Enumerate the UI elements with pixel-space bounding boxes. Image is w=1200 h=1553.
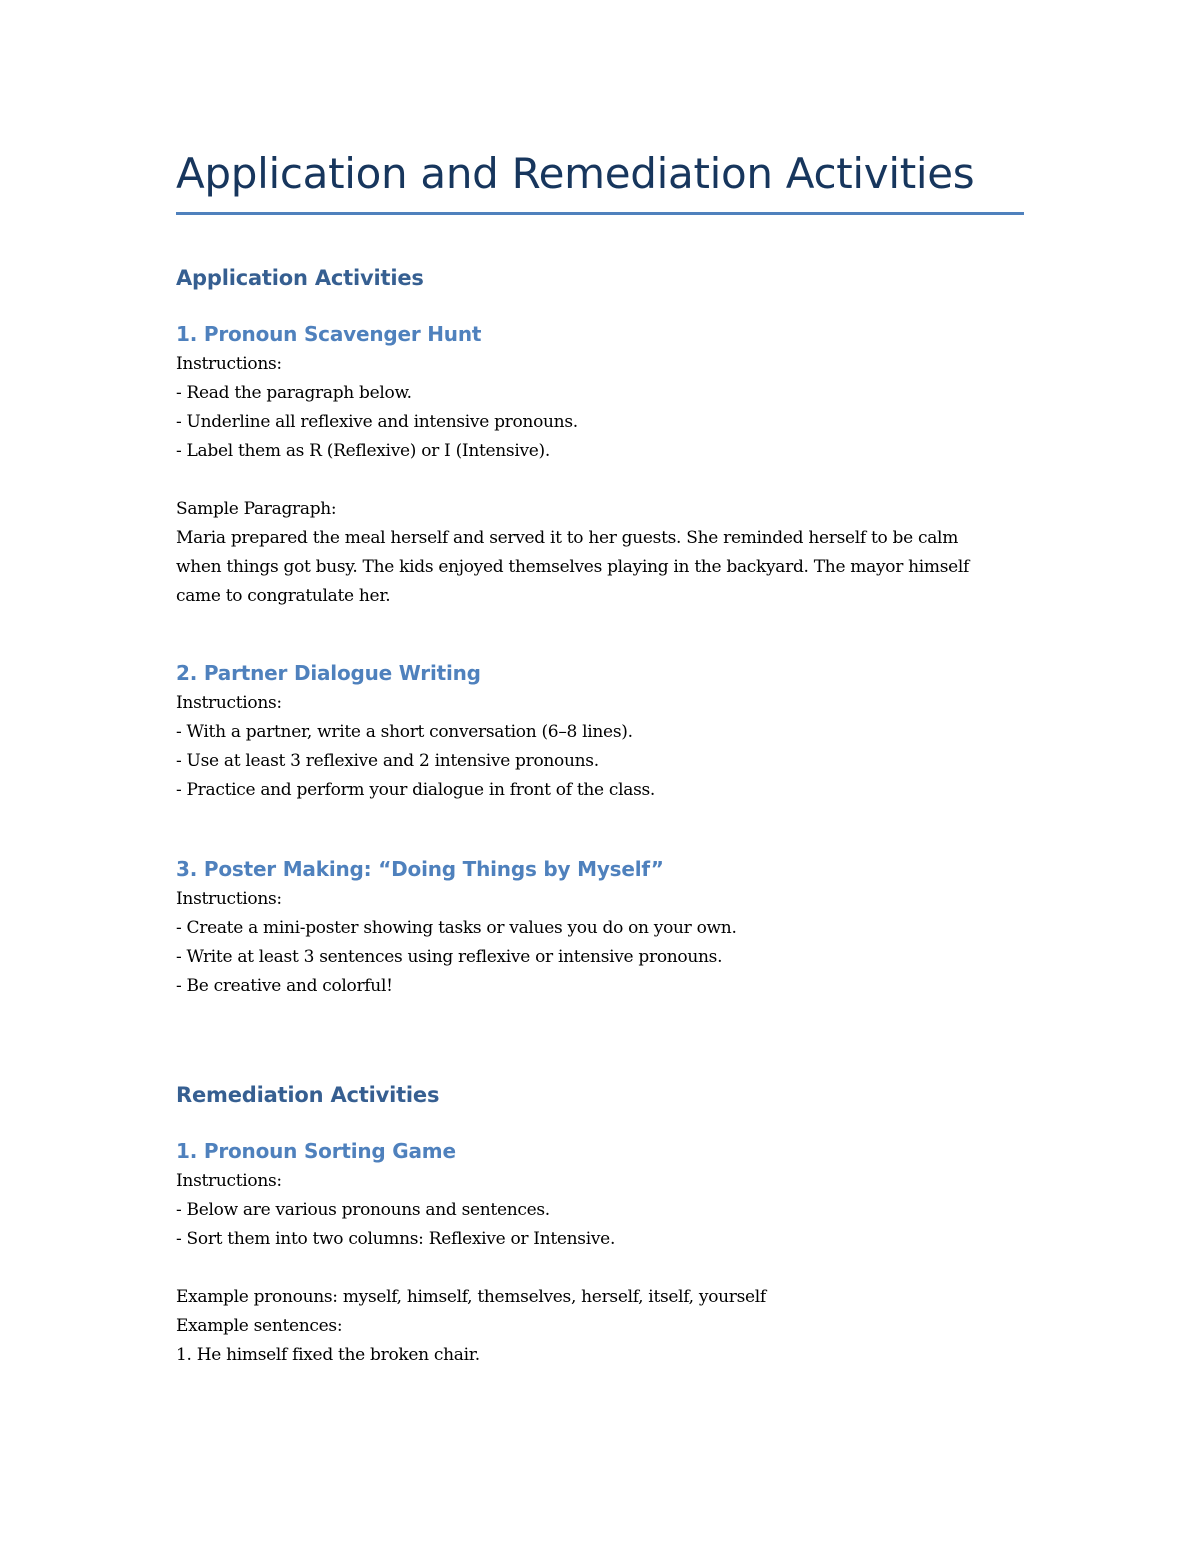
- application-activity-1-title: 1. Pronoun Scavenger Hunt: [176, 322, 482, 346]
- application-activity-2-step-3: - Practice and perform your dialogue in front of the class.: [176, 780, 656, 800]
- remediation-activity-1-title: 1. Pronoun Sorting Game: [176, 1139, 456, 1163]
- example-sentences-label: Example sentences:: [176, 1316, 343, 1336]
- title-underline-rule: [176, 212, 1024, 215]
- application-activity-3-step-3: - Be creative and colorful!: [176, 976, 393, 996]
- remediation-section-heading: Remediation Activities: [176, 1083, 440, 1107]
- remediation-activity-1-instructions-label: Instructions:: [176, 1171, 282, 1191]
- application-activity-2-step-2: - Use at least 3 reflexive and 2 intensive pronouns.: [176, 751, 599, 771]
- application-activity-1-instructions-label: Instructions:: [176, 354, 282, 374]
- document-title: Application and Remediation Activities: [176, 149, 975, 198]
- application-activity-3-instructions-label: Instructions:: [176, 889, 282, 909]
- example-sentence-1: 1. He himself fixed the broken chair.: [176, 1345, 480, 1365]
- application-activity-3-title: 3. Poster Making: “Doing Things by Myself”: [176, 857, 664, 881]
- sample-paragraph-label: Sample Paragraph:: [176, 499, 337, 519]
- remediation-activity-1-step-2: - Sort them into two columns: Reflexive or Intensive.: [176, 1229, 616, 1249]
- application-activity-2-instructions-label: Instructions:: [176, 693, 282, 713]
- example-pronouns-line: Example pronouns: myself, himself, themselves, herself, itself, yourself: [176, 1287, 766, 1307]
- application-section-heading: Application Activities: [176, 266, 424, 290]
- document-body: [176, 140, 1026, 1370]
- application-activity-2-step-1: - With a partner, write a short conversation (6–8 lines).: [176, 722, 633, 742]
- application-activity-1-step-1: - Read the paragraph below.: [176, 383, 412, 403]
- sample-paragraph-text: Maria prepared the meal herself and served it to her guests. She reminded herself to be calm when things got busy. The kids enjoyed themselves playing in the backyard. The mayor himself came to congratulate her.: [176, 528, 970, 606]
- application-activity-2-title: 2. Partner Dialogue Writing: [176, 661, 481, 685]
- application-activity-1-step-3: - Label them as R (Reflexive) or I (Intensive).: [176, 441, 550, 461]
- application-activity-3-step-1: - Create a mini-poster showing tasks or values you do on your own.: [176, 918, 737, 938]
- application-activity-3-step-2: - Write at least 3 sentences using reflexive or intensive pronouns.: [176, 947, 723, 967]
- application-activity-1-step-2: - Underline all reflexive and intensive pronouns.: [176, 412, 578, 432]
- remediation-activity-1-step-1: - Below are various pronouns and sentences.: [176, 1200, 550, 1220]
